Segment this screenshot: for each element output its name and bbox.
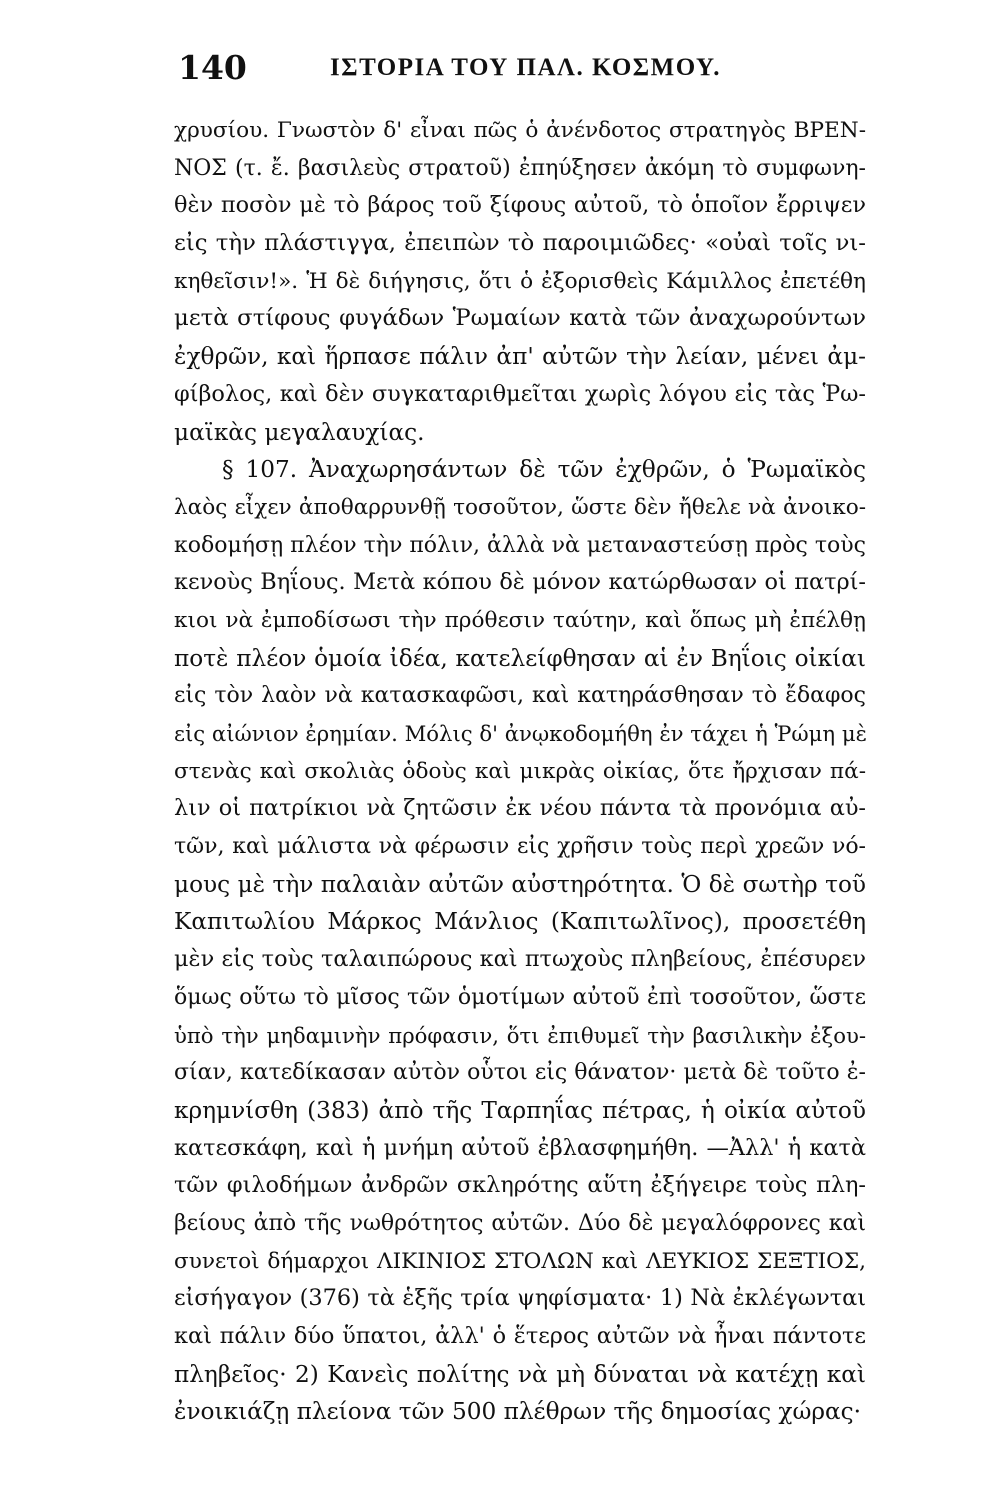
text-line: μους μὲ τὴν παλαιὰν αὐτῶν αὐστηρότητα. Ὁ δὲ σωτὴρ τοῦ: [174, 870, 866, 898]
text-line: ἐνοικιάζῃ πλείονα τῶν 500 πλέθρων τῆς δημοσίας χώρας·: [174, 1398, 862, 1426]
text-line: ποτὲ πλέον ὁμοία ἰδέα, κατελείφθησαν αἱ ἐν Βηΐοις οἰκίαι: [174, 644, 866, 672]
text-line: λαὸς εἶχεν ἀποθαρρυνθῇ τοσοῦτον, ὥστε δὲν ἤθελε νὰ ἀνοικο-: [174, 494, 866, 520]
text-line: καὶ πάλιν δύο ὕπατοι, ἀλλ' ὁ ἕτερος αὐτῶν νὰ ἦναι πάντοτε: [174, 1323, 866, 1349]
text-line: τῶν φιλοδήμων ἀνδρῶν σκληρότης αὕτη ἐξήγειρε τοὺς πλη-: [174, 1172, 866, 1199]
text-line: φίβολος, καὶ δὲν συγκαταριθμεῖται χωρὶς λόγου εἰς τὰς Ῥω-: [174, 380, 866, 407]
text-line: κατεσκάφη, καὶ ἡ μνήμη αὐτοῦ ἐβλασφημήθη. —Ἀλλ' ἡ κατὰ: [174, 1134, 866, 1161]
text-line: μὲν εἰς τοὺς ταλαιπώρους καὶ πτωχοὺς πληβείους, ἐπέσυρεν: [174, 946, 866, 973]
text-line: στενὰς καὶ σκολιὰς ὁδοὺς καὶ μικρὰς οἰκίας, ὅτε ἤρχισαν πά-: [174, 758, 866, 784]
running-title: ΙΣΤΟΡΙΑ ΤΟΥ ΠΑΛ. ΚΟΣΜΟΥ.: [330, 54, 722, 81]
text-line: τῶν, καὶ μάλιστα νὰ φέρωσιν εἰς χρῆσιν τοὺς περὶ χρεῶν νό-: [174, 834, 866, 860]
section-heading-line: § 107. Ἀναχωρησάντων δὲ τῶν ἐχθρῶν, ὁ Ῥωμαϊκὸς: [222, 456, 866, 484]
text-line: ΝΟΣ (τ. ἔ. βασιλεὺς στρατοῦ) ἐπηύξησεν ἀκόμη τὸ συμφωνη-: [174, 155, 866, 181]
page-number: 140: [178, 48, 247, 87]
text-line: κηθεῖσιν!». Ἡ δὲ διήγησις, ὅτι ὁ ἐξορισθεὶς Κάμιλλος ἐπετέθη: [174, 268, 866, 294]
text-line: βείους ἀπὸ τῆς νωθρότητος αὐτῶν. Δύο δὲ μεγαλόφρονες καὶ: [174, 1210, 866, 1236]
text-line: σίαν, κατεδίκασαν αὐτὸν οὗτοι εἰς θάνατον· μετὰ δὲ τοῦτο ἐ-: [174, 1060, 866, 1086]
text-line: πληβεῖος· 2) Κανεὶς πολίτης νὰ μὴ δύναται νὰ κατέχῃ καὶ: [174, 1360, 866, 1388]
text-line: μετὰ στίφους φυγάδων Ῥωμαίων κατὰ τῶν ἀναχωρούντων: [174, 305, 866, 332]
text-line: κρημνίσθη (383) ἀπὸ τῆς Ταρπηΐας πέτρας, ἡ οἰκία αὐτοῦ: [174, 1096, 866, 1124]
text-line: χρυσίου. Γνωστὸν δ' εἶναι πῶς ὁ ἀνένδοτος στρατηγὸς ΒΡΕΝ-: [174, 118, 866, 143]
text-line: Καπιτωλίου Μάρκος Μάνλιος (Καπιτωλῖνος), προσετέθη: [174, 908, 866, 936]
text-line: κενοὺς Βηΐους. Μετὰ κόπου δὲ μόνον κατώρθωσαν οἱ πατρί-: [174, 569, 866, 596]
text-line: λιν οἱ πατρίκιοι νὰ ζητῶσιν ἐκ νέου πάντα τὰ προνόμια αὐ-: [174, 795, 866, 822]
text-line: συνετοὶ δήμαρχοι ΛΙΚΙΝΙΟΣ ΣΤΟΛΩΝ καὶ ΛΕΥΚΙΟΣ ΣΕΞΤΙΟΣ,: [174, 1248, 866, 1274]
text-line: εἰς αἰώνιον ἐρημίαν. Μόλις δ' ἀνῳκοδομήθη ἐν τάχει ἡ Ῥώμη μὲ: [174, 721, 867, 746]
body-text: [174, 112, 866, 1431]
text-line: εἰσήγαγον (376) τὰ ἑξῆς τρία ψηφίσματα· 1) Νὰ ἐκλέγωνται: [174, 1285, 866, 1312]
text-line: εἰς τὸν λαὸν νὰ κατασκαφῶσι, καὶ κατηράσθησαν τὸ ἔδαφος: [174, 683, 866, 709]
page-header: [172, 48, 872, 98]
text-line: θὲν ποσὸν μὲ τὸ βάρος τοῦ ξίφους αὐτοῦ, τὸ ὁποῖον ἔρριψεν: [174, 192, 866, 219]
text-line: εἰς τὴν πλάστιγγα, ἐπειπὼν τὸ παροιμιῶδες· «οὐαὶ τοῖς νι-: [174, 230, 866, 257]
text-line: κιοι νὰ ἐμποδίσωσι τὴν πρόθεσιν ταύτην, καὶ ὅπως μὴ ἐπέλθῃ: [174, 607, 866, 633]
text-line: μαϊκὰς μεγαλαυχίας.: [174, 418, 425, 446]
text-line: ἐχθρῶν, καὶ ἥρπασε πάλιν ἀπ' αὐτῶν τὴν λείαν, μένει ἀμ-: [174, 343, 866, 371]
text-line: ὑπὸ τὴν μηδαμινὴν πρόφασιν, ὅτι ἐπιθυμεῖ τὴν βασιλικὴν ἐξου-: [174, 1022, 866, 1048]
text-line: ὅμως οὕτω τὸ μῖσος τῶν ὁμοτίμων αὐτοῦ ἐπὶ τοσοῦτον, ὥστε: [174, 984, 866, 1010]
text-line: κοδομήσῃ πλέον τὴν πόλιν, ἀλλὰ νὰ μεταναστεύσῃ πρὸς τοὺς: [174, 532, 866, 558]
